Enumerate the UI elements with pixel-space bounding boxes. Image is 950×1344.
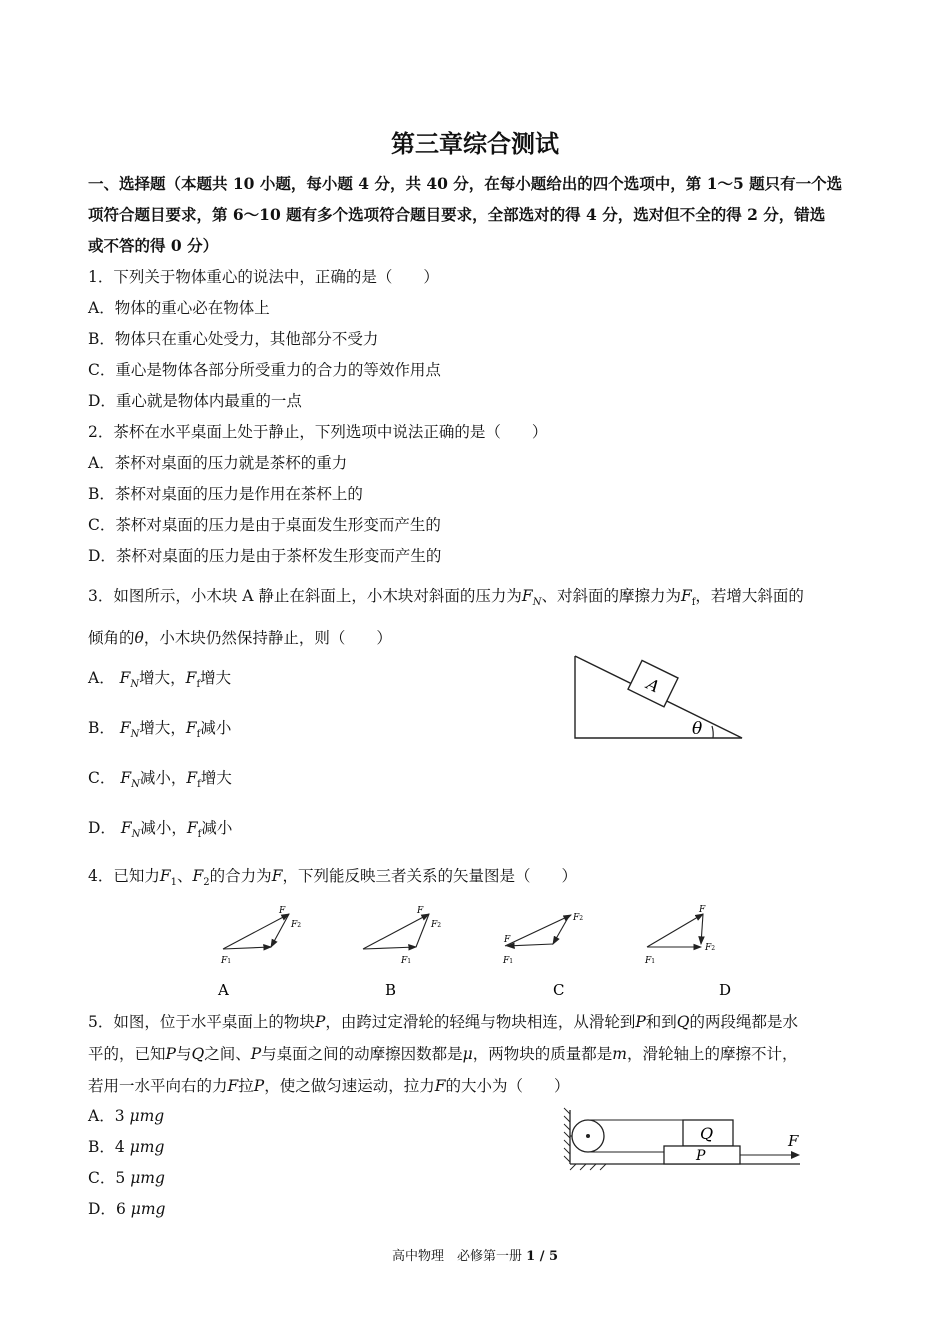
block-a-label: A (643, 674, 663, 697)
ff-symbol: F (185, 719, 197, 737)
vector-diagram-d[interactable] (644, 905, 731, 999)
option-expr: μmg (130, 1200, 166, 1218)
q5-stem-part: ，滑轮轴上的摩擦不计， (626, 1045, 798, 1063)
q3-stem-line-1 (88, 584, 804, 608)
option-text: 增大， (139, 669, 186, 687)
q5-stem-part: 和到 (645, 1013, 677, 1031)
q3-option-d[interactable] (88, 816, 232, 840)
q5-stem-part: ，由跨过定滑轮的轻绳与物块相连，从滑轮到 (325, 1013, 636, 1031)
option-text: 增大， (139, 719, 186, 737)
fn-symbol: F (119, 719, 131, 737)
q5-option-b[interactable] (88, 1135, 164, 1157)
q5-option-c[interactable] (88, 1166, 165, 1188)
q5-stem-part: 与桌面之间的动摩擦因数都是 (261, 1045, 463, 1063)
label-f1: F1 (503, 956, 514, 966)
option-text: 增大 (200, 769, 232, 787)
ff-subscript: f (196, 679, 201, 690)
q1-option-b[interactable]: B．物体只在重心处受力，其他部分不受力 (88, 330, 379, 348)
q4-stem-part: 的合力为 (209, 867, 272, 885)
q2-stem: 2．茶杯在水平桌面上处于静止，下列选项中说法正确的是（ ） (88, 423, 548, 441)
option-coef: 3 (114, 1107, 125, 1125)
q5-stem-part: ，使之做匀速运动，拉力 (264, 1077, 435, 1095)
label-f: F (699, 905, 706, 915)
option-text: 减小 (200, 719, 232, 737)
fn-subscript: N (130, 679, 140, 690)
p-symbol: P (165, 1045, 176, 1063)
choice-label-a: A (218, 981, 229, 999)
q5-stem-part: 与 (175, 1045, 192, 1063)
q4-sep: 、 (177, 867, 193, 885)
p-symbol: P (250, 1045, 262, 1063)
footer-text: 高中物理 必修第一册 (391, 1249, 522, 1264)
q3-stem-part: ，小木块仍然保持静止，则（ ） (143, 629, 392, 647)
q5-stem-part: 的两段绳都是水 (689, 1013, 799, 1031)
q3-stem-part: ，若增大斜面的 (695, 587, 804, 605)
q3-option-c[interactable] (88, 766, 232, 790)
f-symbol: F (271, 867, 283, 885)
q5-stem-part: ，两物块的质量都是 (472, 1045, 613, 1063)
q5-option-a[interactable] (88, 1104, 164, 1126)
q3-ff-symbol: F (680, 587, 692, 605)
pulley-figure (560, 1106, 810, 1172)
choice-label-b: B (385, 981, 397, 999)
label-f1: F1 (221, 956, 232, 966)
choice-label-d: D (719, 981, 732, 999)
q4-stem-part: 4．已知力 (88, 867, 160, 885)
vector-diagrams (205, 900, 765, 1000)
option-letter: D． (88, 819, 116, 837)
q1-option-a[interactable]: A．物体的重心必在物体上 (88, 299, 270, 317)
fn-subscript: N (130, 729, 140, 740)
pulley-axle (586, 1134, 590, 1138)
q5-option-d[interactable] (88, 1197, 165, 1219)
q4-stem-part: ，下列能反映三者关系的矢量图是（ ） (282, 867, 577, 885)
section-header-line-1: 一、选择题（本题共 10 小题，每小题 4 分，共 40 分，在每小题给出的四个选项中，第 1～5 题只有一个选 (88, 174, 843, 193)
q5-stem-part: 拉 (238, 1077, 254, 1095)
option-letter: A． (88, 669, 115, 687)
q3-stem-line-2 (88, 626, 392, 648)
block-q-label: Q (700, 1124, 714, 1143)
vector-diagram-a[interactable] (217, 906, 301, 999)
q4-stem (88, 864, 577, 888)
q3-stem-part: 、对斜面的摩擦力为 (541, 587, 681, 605)
q2-option-c[interactable]: C．茶杯对桌面的压力是由于桌面发生形变而产生的 (88, 516, 441, 534)
option-letter: B． (88, 1138, 115, 1156)
q3-stem-part: 3．如图所示，小木块 A 静止在斜面上，小木块对斜面的压力为 (88, 587, 522, 605)
q5-stem-line-3 (88, 1074, 570, 1096)
option-coef: 6 (115, 1200, 126, 1218)
mu-symbol: μ (462, 1045, 473, 1063)
label-f: F (504, 935, 511, 945)
f1-symbol: F (159, 867, 171, 885)
q5-stem-part: 5．如图，位于水平桌面上的物块 (88, 1013, 315, 1031)
section-header-line-2: 项符合题目要求，第 6～10 题有多个选项符合题目要求，全部选对的得 4 分，选对但不全的得 2 分，错选 (88, 205, 826, 224)
q1-option-c[interactable]: C．重心是物体各部分所受重力的合力的等效作用点 (88, 361, 441, 379)
q-symbol: Q (191, 1045, 205, 1063)
incline-figure (570, 652, 750, 744)
q5-stem-part: 的大小为（ ） (445, 1077, 570, 1095)
page-number: 1 / 5 (526, 1249, 559, 1264)
f-symbol: F (227, 1077, 239, 1095)
option-expr: μmg (129, 1107, 165, 1125)
label-f2: F2 (573, 913, 584, 923)
q3-fn-subscript: N (532, 597, 542, 608)
q5-stem-part: 若用一水平向右的力 (88, 1077, 228, 1095)
option-expr: μmg (130, 1169, 165, 1187)
option-text: 减小 (201, 819, 233, 837)
option-text: 减小， (140, 819, 187, 837)
q3-theta-symbol: θ (134, 629, 144, 647)
vector-diagram-c[interactable] (502, 913, 583, 999)
fn-symbol: F (120, 819, 132, 837)
label-f2: F2 (705, 943, 716, 953)
q5-stem-part: 之间、 (204, 1045, 251, 1063)
option-letter: C． (88, 1169, 116, 1187)
q5-stem-line-2 (88, 1042, 797, 1064)
p-symbol: P (314, 1013, 326, 1031)
ff-subscript: f (196, 729, 201, 740)
ff-symbol: F (186, 819, 198, 837)
force-label: F (788, 1132, 799, 1150)
f2-symbol: F (192, 867, 204, 885)
option-coef: 5 (115, 1169, 126, 1187)
option-text: 减小， (139, 769, 187, 787)
f2-subscript: 2 (203, 877, 210, 888)
q-symbol: Q (676, 1013, 690, 1031)
page-footer (0, 1245, 950, 1264)
option-expr: μmg (129, 1138, 165, 1156)
option-text: 增大 (200, 669, 232, 687)
q3-fn-symbol: F (521, 587, 533, 605)
label-f2: F2 (431, 920, 442, 930)
q5-stem-part: 平的，已知 (88, 1045, 166, 1063)
q3-stem-part: 倾角的 (88, 629, 135, 647)
ff-subscript: f (197, 829, 202, 840)
vector-diagram-b[interactable] (363, 906, 441, 999)
m-symbol: m (612, 1045, 627, 1063)
choice-label-c: C (553, 981, 565, 999)
option-letter: C． (88, 769, 116, 787)
q2-option-a[interactable]: A．茶杯对桌面的压力就是茶杯的重力 (88, 454, 348, 472)
f1-subscript: 1 (170, 877, 178, 888)
block-p-label: P (696, 1148, 706, 1164)
p-symbol: P (635, 1013, 646, 1031)
q1-stem: 1．下列关于物体重心的说法中，正确的是（ ） (88, 268, 439, 286)
option-letter: D． (88, 1200, 116, 1218)
fn-subscript: N (131, 829, 141, 840)
q2-option-d[interactable]: D．茶杯对桌面的压力是由于茶杯发生形变而产生的 (88, 547, 442, 565)
theta-label: θ (692, 719, 703, 739)
label-f2: F2 (291, 920, 302, 930)
fn-symbol: F (120, 769, 132, 787)
q5-stem-line-1 (88, 1010, 798, 1032)
page-title: 第三章综合测试 (391, 129, 559, 158)
option-letter: A． (88, 1107, 115, 1125)
q3-ff-subscript: f (691, 597, 696, 608)
theta-arc (712, 726, 713, 738)
option-coef: 4 (114, 1138, 125, 1156)
label-f1: F1 (401, 956, 412, 966)
p-symbol: P (253, 1077, 265, 1095)
ff-subscript: f (197, 779, 201, 790)
fn-symbol: F (119, 669, 131, 687)
q3-option-a[interactable] (88, 666, 231, 690)
q1-option-d[interactable]: D．重心就是物体内最重的一点 (88, 392, 302, 410)
f-symbol: F (434, 1077, 446, 1095)
ff-symbol: F (185, 669, 197, 687)
q3-option-b[interactable] (88, 716, 231, 740)
q2-option-b[interactable]: B．茶杯对桌面的压力是作用在茶杯上的 (88, 485, 363, 503)
ff-symbol: F (186, 769, 198, 787)
fn-subscript: N (131, 779, 140, 790)
force-arrowhead (791, 1151, 800, 1159)
label-f: F (417, 906, 424, 916)
label-f1: F1 (645, 956, 656, 966)
option-letter: B． (88, 719, 115, 737)
section-header-line-3: 或不答的得 0 分） (88, 236, 219, 255)
label-f: F (279, 906, 286, 916)
